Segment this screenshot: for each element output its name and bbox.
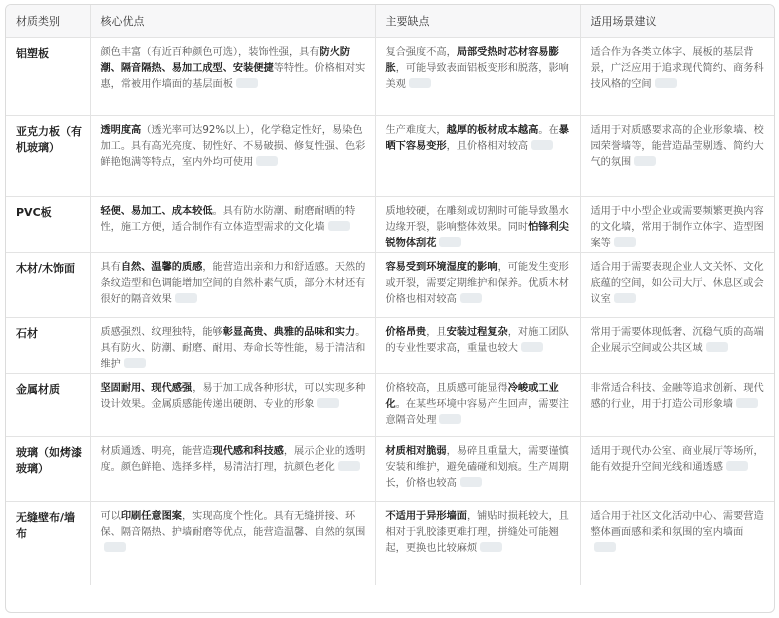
table-row [6,318,774,374]
comparison-table-container [5,4,775,613]
cell-text: 颜色丰富（有近百种颜色可选），装饰性强，具有 [100,47,320,58]
material-name-cell: 木材/木饰面 [6,253,90,318]
header-material: 材质类别 [6,5,90,38]
cell-text: 非常适合科技、金融等追求创新、现代感的行业，用于打造公司形象墙 [590,383,764,410]
material-name-cell: 玻璃（如烤漆玻璃） [6,437,90,502]
cell-text: ，铺贴时损耗较大，且相对于乳胶漆更难打理，拼缝处可能翘起，更换也比较麻烦 [385,511,569,554]
table-row [6,502,774,585]
cell-text: 。具有防水防潮、耐磨耐晒的特性，施工方便，适合制作有立体造型需求的文化墙 [100,206,356,233]
cell-text: ，易于加工成各种形状，可以实现多种设计效果。金属质感能传递出硬朗、专业的形象 [100,383,366,410]
usage-cell [580,502,774,585]
highlight-text: 暴晒下容易变形 [385,125,569,152]
cell-text: 适合用于需要表现企业人文关怀、文化底蕴的空间，如公司大厅、休息区或会议室 [590,262,764,305]
blurred-reference-marker [104,542,126,552]
pros-cell [90,374,375,437]
cell-text: ，且 [426,327,447,338]
blurred-reference-marker [460,293,482,303]
material-name-cell: 金属材质 [6,374,90,437]
table-row [6,197,774,253]
table-row [6,116,774,197]
cons-cell [375,197,580,253]
table-row [6,38,774,116]
blurred-reference-marker [655,78,677,88]
cell-text: 等特性。价格相对实惠，常被用作墙面的基层面板 [100,63,366,90]
cell-text: 质感强烈、纹理独特，能够 [100,327,223,338]
highlight-text: 自然、温馨的质感 [120,262,203,273]
cell-text: ，实现高度个性化。具有无缝拼接、环保、隔音隔热、护墙耐磨等优点，能营造温馨、自然的氛围 [100,511,366,538]
blurred-reference-marker [256,156,278,166]
table-row [6,437,774,502]
cell-text: 。具有防火、防潮、耐磨、耐用、寿命长等性能，易于清洁和维护 [100,327,366,370]
cell-text: ，且价格相对较高 [446,141,529,152]
cons-cell [375,374,580,437]
cell-text: 具有 [100,262,121,273]
usage-cell [580,437,774,502]
blurred-reference-marker [439,414,461,424]
blurred-reference-marker [614,293,636,303]
highlight-text: 容易受到环境湿度的影响 [385,262,498,273]
cell-text: 适合用于社区文化活动中心、需要营造整体画面感和柔和氛围的室内墙面 [590,511,764,538]
blurred-reference-marker [521,342,543,352]
cell-text: ，展示企业的透明度。颜色鲜艳、选择多样，易清洁打理，抗颜色老化 [100,446,366,473]
header-pros: 核心优点 [90,5,375,38]
cons-cell [375,116,580,197]
blurred-reference-marker [338,461,360,471]
material-name-cell: 无缝壁布/墙布 [6,502,90,585]
usage-cell [580,197,774,253]
cell-text: ，可能导致表面铝板变形和脱落，影响美观 [385,63,569,90]
blurred-reference-marker [480,542,502,552]
highlight-text: 局部受热时芯材容易膨胀 [385,47,559,74]
highlight-text: 价格昂贵 [385,327,427,338]
cell-text: （透光率可达92%以上），化学稳定性好，易染色加工。具有高光亮度、韧性好、不易破损、修复性强、色彩鲜艳饱满等特点，室内外均可使用 [100,125,366,168]
cell-text: 常用于需要体现低奢、沉稳气质的高端企业展示空间或公共区域 [590,327,764,354]
cons-cell [375,318,580,374]
blurred-reference-marker [594,542,616,552]
header-cons: 主要缺点 [375,5,580,38]
usage-cell [580,318,774,374]
material-name-cell: PVC板 [6,197,90,253]
cons-cell [375,38,580,116]
pros-cell [90,38,375,116]
pros-cell [90,197,375,253]
blurred-reference-marker [460,477,482,487]
usage-cell [580,374,774,437]
highlight-text: 轻便、易加工、成本较低 [100,206,213,217]
cons-cell [375,437,580,502]
cell-text: ，易碎且重量大，需要谨慎安装和维护，避免磕碰和划痕。生产周期长，价格也较高 [385,446,569,489]
highlight-text: 越厚的板材成本越高 [446,125,539,136]
usage-cell [580,38,774,116]
highlight-text: 怕锋利尖锐物体刮花 [385,222,569,249]
pros-cell [90,116,375,197]
highlight-text: 冷峻或工业化 [385,383,559,410]
cell-text: 生产难度大， [385,125,447,136]
highlight-text: 不适用于异形墙面 [385,511,467,522]
blurred-reference-marker [531,140,553,150]
blurred-reference-marker [634,156,656,166]
cell-text: 质地较硬，在雕刻或切割时可能导致墨水边缘开裂，影响整体效果。同时 [385,206,569,233]
cons-cell [375,502,580,585]
blurred-reference-marker [736,398,758,408]
pros-cell [90,437,375,502]
blurred-reference-marker [614,237,636,247]
pros-cell [90,318,375,374]
cell-text: 适合作为各类立体字、展板的基层背景，广泛应用于追求现代简约、商务科技风格的空间 [590,47,764,90]
highlight-text: 透明度高 [100,125,142,136]
blurred-reference-marker [175,293,197,303]
usage-cell [580,116,774,197]
highlight-text: 安装过程复杂 [446,327,508,338]
table-row [6,374,774,437]
highlight-text: 坚固耐用、现代感强 [100,383,193,394]
cons-cell [375,253,580,318]
material-name-cell: 石材 [6,318,90,374]
cell-text: 适用于中小型企业或需要频繁更换内容的文化墙，常用于制作立体字、造型图案等 [590,206,764,249]
blurred-reference-marker [726,461,748,471]
highlight-text: 彰显高贵、典雅的品味和实力 [222,327,356,338]
header-usage: 适用场景建议 [580,5,774,38]
table-row [6,253,774,318]
blurred-reference-marker [317,398,339,408]
materials-comparison-table [6,5,774,585]
cell-text: 材质通透、明亮，能营造 [100,446,213,457]
highlight-text: 印刷任意图案 [120,511,182,522]
material-name-cell: 铝塑板 [6,38,90,116]
cell-text: 。在 [538,125,559,136]
highlight-text: 防火防潮、隔音隔热、易加工成型、安装便捷 [100,47,351,74]
blurred-reference-marker [124,358,146,368]
cell-text: 适用于现代办公室、商业展厅等场所，能有效提升空间光线和通透感 [590,446,764,473]
cell-text: ，对施工团队的专业性要求高，重量也较大 [385,327,569,354]
cell-text: ，可能发生变形或开裂，需要定期维护和保养。优质木材价格也相对较高 [385,262,569,305]
cell-text: ，能营造出亲和力和舒适感。天然的条纹造型和色调能增加空间的自然朴素气质，部分木材还有很好的隔音效果 [100,262,366,305]
blurred-reference-marker [409,78,431,88]
table-body [6,38,774,585]
cell-text: 适用于对质感要求高的企业形象墙、校园荣誉墙等，能营造晶莹剔透、简约大气的氛围 [590,125,764,168]
pros-cell [90,253,375,318]
cell-text: 可以 [100,511,121,522]
blurred-reference-marker [328,221,350,231]
cell-text: 复合强度不高， [385,47,457,58]
usage-cell [580,253,774,318]
table-header-row [6,5,774,38]
blurred-reference-marker [236,78,258,88]
cell-text: 价格较高，且质感可能显得 [385,383,508,394]
highlight-text: 材质相对脆弱 [385,446,447,457]
blurred-reference-marker [706,342,728,352]
blurred-reference-marker [439,237,461,247]
cell-text: 。在某些环境中容易产生回声，需要注意隔音处理 [385,399,569,426]
pros-cell [90,502,375,585]
material-name-cell: 亚克力板（有机玻璃） [6,116,90,197]
highlight-text: 现代感和科技感 [212,446,284,457]
